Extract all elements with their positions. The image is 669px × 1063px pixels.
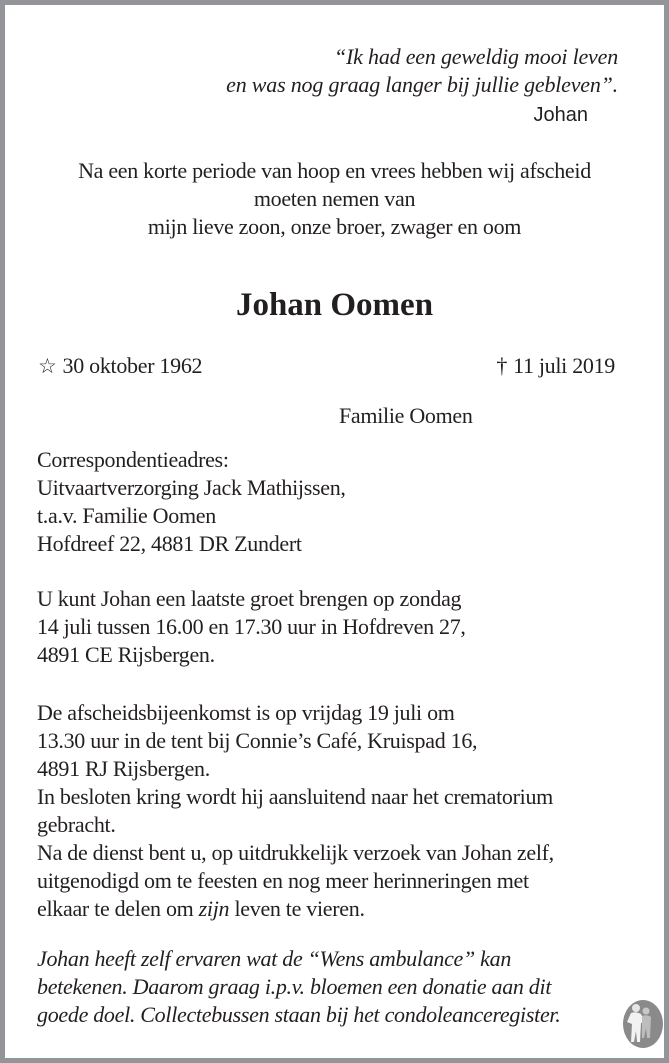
visitation-info	[37, 585, 466, 669]
family-signature: Familie Oomen	[339, 403, 473, 428]
ceremony-line: gebracht.	[37, 812, 116, 837]
ceremony-line: 13.30 uur in de tent bij Connie’s Café, Kruispad 16,	[37, 728, 478, 753]
ceremony-line: elkaar te delen om zijn leven te vieren.	[37, 896, 365, 921]
cross-icon: †	[496, 353, 508, 378]
donation-request	[37, 945, 560, 1029]
donation-line: Johan heeft zelf ervaren wat de “Wens ambulance” kan	[37, 946, 512, 971]
ceremony-line: uitgenodigd om te feesten en nog meer herinneringen met	[37, 868, 529, 893]
star-icon: ☆	[38, 354, 57, 378]
ceremony-line: De afscheidsbijeenkomst is op vrijdag 19 juli om	[37, 700, 455, 725]
quote	[226, 43, 618, 99]
ceremony-line: In besloten kring wordt hij aansluitend naar het crematorium	[37, 784, 553, 809]
obituary-card	[5, 5, 664, 1058]
ceremony-line: Na de dienst bent u, op uitdrukkelijk verzoek van Johan zelf,	[37, 840, 554, 865]
ceremony-line: 4891 RJ Rijsbergen.	[37, 756, 210, 781]
donation-line: goede doel. Collectebussen staan bij het condoleanceregister.	[37, 1002, 561, 1027]
deceased-name: Johan Oomen	[235, 287, 434, 323]
address-line: Uitvaartverzorging Jack Mathijssen,	[37, 475, 346, 500]
address-line: Correspondentieadres:	[37, 447, 229, 472]
birth-date: 30 oktober 1962	[62, 353, 203, 378]
intro-line: moeten nemen van	[253, 186, 416, 211]
quote-line: “Ik had een geweldig mooi leven	[334, 44, 618, 69]
quote-author: Johan	[533, 104, 588, 126]
donation-line: betekenen. Daarom graag i.p.v. bloemen een donatie aan dit	[37, 974, 552, 999]
visit-line: U kunt Johan een laatste groet brengen op zondag	[37, 586, 462, 611]
death-date: 11 juli 2019	[513, 353, 615, 378]
life-dates	[38, 352, 615, 380]
death	[496, 352, 615, 380]
correspondence-address	[37, 446, 346, 558]
intro-line: mijn lieve zoon, onze broer, zwager en oom	[147, 214, 522, 239]
birth	[38, 352, 202, 380]
address-line: Hofdreef 22, 4881 DR Zundert	[37, 531, 302, 556]
visit-line: 4891 CE Rijsbergen.	[37, 642, 215, 667]
visit-line: 14 juli tussen 16.00 en 17.30 uur in Hofdreven 27,	[37, 614, 466, 639]
quote-line: en was nog graag langer bij jullie gebleven”.	[226, 72, 618, 97]
ceremony-info	[37, 699, 554, 923]
emphasis-word: zijn	[198, 896, 230, 921]
address-line: t.a.v. Familie Oomen	[37, 503, 216, 528]
intro-text	[5, 157, 664, 241]
intro-line: Na een korte periode van hoop en vrees hebben wij afscheid	[78, 158, 591, 183]
memorial-logo-icon	[619, 998, 663, 1050]
